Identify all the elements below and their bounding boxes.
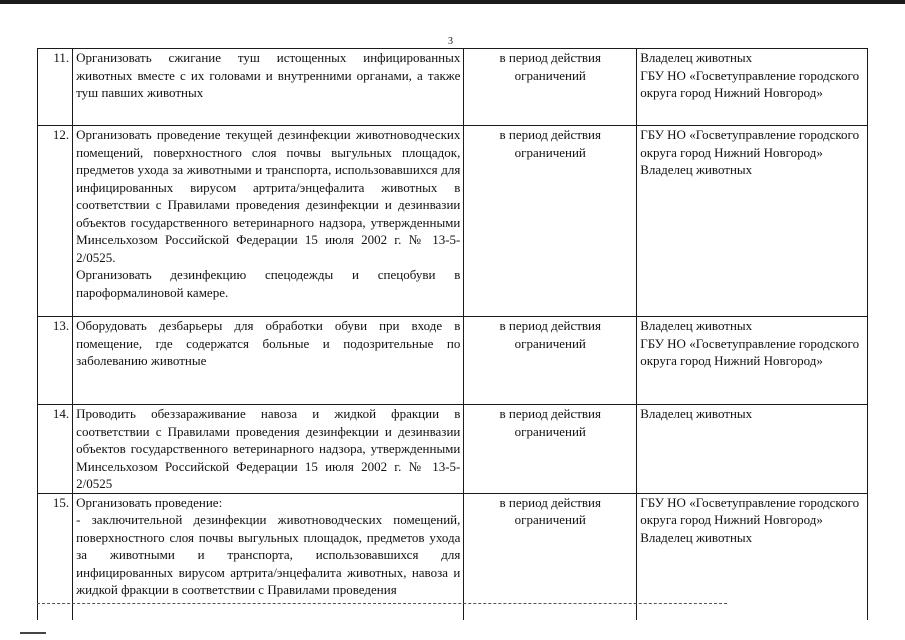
row-number: 11. <box>38 49 73 126</box>
action-text: Организовать сжигание туш истощенных инфицированных животных вместе с их головами и внутренними органами, а также туш павших животных <box>76 50 461 100</box>
responsible-cell <box>637 49 868 126</box>
responsible-line: ГБУ НО «Госветуправление городского округа город Нижний Новгород» <box>640 335 860 368</box>
scan-mark <box>20 632 46 634</box>
action-cell <box>73 493 464 620</box>
responsible-line: Владелец животных <box>640 406 753 421</box>
action-text: - заключительной дезинфекции животноводческих помещений, поверхностного слоя почвы выгульных площадок, предметов ухода за животными и транспорта, использовавшихся для инфицированных вирусом артрита/энцефалита животных, навоза и жидкой фракции в соответствии с Правилами проведения <box>76 512 461 597</box>
period-cell: в период действия ограничений <box>464 126 637 317</box>
responsible-line: ГБУ НО «Госветуправление городского округа город Нижний Новгород» <box>640 127 860 160</box>
table-row <box>38 126 868 317</box>
table-row <box>38 405 868 494</box>
responsible-line: ГБУ НО «Госветуправление городского округа город Нижний Новгород» <box>640 494 860 527</box>
responsible-line: Владелец животных <box>640 162 753 177</box>
responsible-line: Владелец животных <box>640 318 753 333</box>
page-number: 3 <box>448 36 453 47</box>
period-cell: в период действия ограничений <box>464 405 637 494</box>
table-row <box>38 49 868 126</box>
action-text: Организовать проведение текущей дезинфекции животноводческих помещений, поверхностного слоя почвы выгульных площадок, предметов ухода за животными и транспорта, использовавшихся для инфицированных вирусом артрита/энцефалита животных в соответствии с Правилами проведения дезинфекции и дезинвазии объектов государственного ветеринарного надзора, утвержденными Минсельхозом Российской Федерации 15 июля 2002 г. № 13-5-2/0525. <box>76 127 461 265</box>
table-row <box>38 493 868 620</box>
action-text: Организовать проведение: <box>76 494 223 510</box>
top-rule <box>0 0 905 4</box>
table-row <box>38 317 868 405</box>
action-cell <box>73 317 464 405</box>
action-cell <box>73 405 464 494</box>
responsible-cell <box>637 126 868 317</box>
responsible-cell <box>637 317 868 405</box>
period-cell: в период действия ограничений <box>464 317 637 405</box>
row-number: 15. <box>38 493 73 620</box>
responsible-line: ГБУ НО «Госветуправление городского округа город Нижний Новгород» <box>640 67 860 100</box>
row-number: 14. <box>38 405 73 494</box>
action-cell <box>73 126 464 317</box>
action-cell <box>73 49 464 126</box>
row-number: 12. <box>38 126 73 317</box>
action-text: Проводить обеззараживание навоза и жидкой фракции в соответствии с Правилами проведения дезинфекции и дезинвазии объектов государственного ветеринарного надзора, утвержденными Минсельхозом Российской Федерации 15 июля 2002 г. № 13-5-2/0525 <box>76 406 461 491</box>
table-cut-line <box>37 603 727 604</box>
responsible-cell <box>637 493 868 620</box>
period-cell: в период действия ограничений <box>464 49 637 126</box>
measures-table <box>37 48 868 620</box>
action-text: Организовать дезинфекцию спецодежды и спецобуви в пароформалиновой камере. <box>76 267 461 300</box>
responsible-line: Владелец животных <box>640 529 753 545</box>
row-number: 13. <box>38 317 73 405</box>
responsible-line: Владелец животных <box>640 50 753 65</box>
period-cell: в период действия ограничений <box>464 493 637 620</box>
responsible-cell <box>637 405 868 494</box>
action-text: Оборудовать дезбарьеры для обработки обуви при входе в помещение, где содержатся больные и подозрительные по заболеванию животные <box>76 318 461 368</box>
